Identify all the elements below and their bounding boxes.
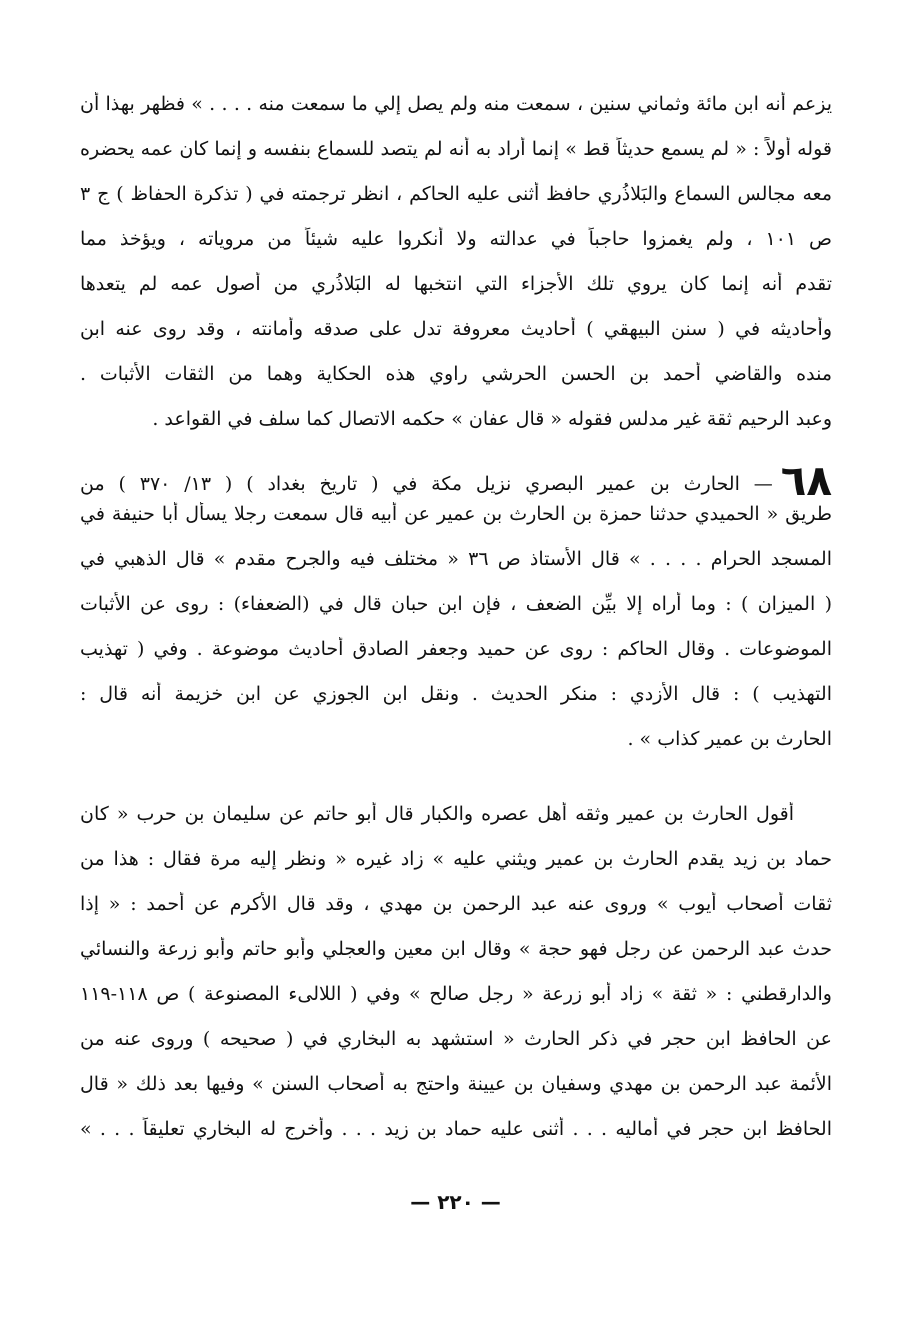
text-line: حماد بن زيد يقدم الحارث بن عمير ويثني عليه » زاد غيره « ونظر إليه مرة فقال : هذا من	[80, 848, 832, 870]
text-line: طريق « الحميدي حدثنا حمزة بن الحارث بن عمير عن أبيه قال سمعت رجلا يسأل أبا حنيفة في	[80, 503, 832, 525]
text-line: وعبد الرحيم ثقة غير مدلس فقوله « قال عفان » حكمه الاتصال كما سلف في القواعد .	[152, 408, 832, 430]
text-line: منده والقاضي أحمد بن الحسن الحرشي راوي هذه الحكاية وهما من الثقات الأثبات .	[80, 363, 832, 385]
page-body	[80, 92, 832, 1162]
text-line: المسجد الحرام . . . . » قال الأستاذ ص ٣٦ « مختلف فيه والجرح مقدم » قال الذهبي في	[80, 548, 832, 570]
entry-heading-line	[80, 452, 832, 505]
text-line: ( الميزان ) : وما أراه إلا بيِّن الضعف ، فإن ابن حبان قال في (الضعفاء) : روى عن الأثبات	[80, 593, 832, 615]
text-line: حدث عبد الرحمن عن رجل فهو حجة » وقال ابن معين والعجلي وأبو حاتم وأبو زرعة والنسائي	[80, 938, 832, 960]
text-line: ثقات أصحاب أيوب » وروى عنه عبد الرحمن بن مهدي ، وقد قال الأكرم عن أحمد : « إذا	[80, 893, 832, 915]
text-line: الأئمة عبد الرحمن بن مهدي وسفيان بن عيينة واحتج به أصحاب السنن » وفيها بعد ذلك « قال	[80, 1073, 832, 1095]
text-line: قوله أولاً : « لم يسمع حديثاً قط » إنما أراد به أنه لم يتصد للسماع بنفسه و إنما كان عمه يحضره	[80, 138, 832, 160]
paragraph-commentary	[80, 802, 832, 1162]
paragraph-continuation	[80, 92, 832, 452]
text-line: تقدم أنه إنما كان يروي تلك الأجزاء التي انتخبها له البَلاذُري من أصول عمه لم يتعدها	[80, 273, 832, 295]
text-line: معه مجالس السماع والبَلاذُري حافظ أثنى عليه الحاكم ، انظر ترجمته في ( تذكرة الحفاظ ) ج ٣	[80, 183, 832, 205]
text-line: الحافظ ابن حجر في أماليه . . . أثنى عليه حماد بن زيد . . . وأخرج له البخاري تعليقاً . . . »	[80, 1118, 832, 1140]
text-line: ص ١٠١ ، ولم يغمزوا حاجباً في عدالته ولا أنكروا عليه شيئاً من مروياته ، ويؤخذ مما	[80, 228, 832, 250]
text-line: التهذيب ) : قال الأزدي : منكر الحديث . ونقل ابن الجوزي عن ابن خزيمة أنه قال :	[80, 683, 832, 705]
entry-heading-text: — الحارث بن عمير البصري نزيل مكة في ( تاريخ بغداد ) ( ١٣/ ٣٧٠ ) من	[80, 473, 773, 495]
text-line: أقول الحارث بن عمير وثقه أهل عصره والكبار قال أبو حاتم عن سليمان بن حرب « كان	[80, 803, 794, 825]
entry-68	[80, 452, 832, 772]
page-number: — ٢٢٠ —	[410, 1190, 501, 1214]
text-line: والدارقطني : « ثقة » زاد أبو زرعة « رجل صالح » وفي ( اللالىء المصنوعة ) ص ١١٨-١١٩	[80, 983, 832, 1005]
entry-number: ٦٨	[780, 456, 832, 505]
text-line: وأحاديثه في ( سنن البيهقي ) أحاديث معروفة تدل على صدقه وأمانته ، وقد روى عنه ابن	[80, 318, 832, 340]
text-line: الموضوعات . وقال الحاكم : روى عن حميد وجعفر الصادق أحاديث موضوعة . وفي ( تهذيب	[80, 638, 832, 660]
text-line: عن الحافظ ابن حجر في ذكر الحارث « استشهد به البخاري في ( صحيحه ) وروى عنه من	[80, 1028, 832, 1050]
text-line: يزعم أنه ابن مائة وثماني سنين ، سمعت منه ولم يصل إلي ما سمعت منه . . . . » فظهر بهذا أن	[80, 93, 832, 115]
text-line: الحارث بن عمير كذاب » .	[627, 728, 832, 750]
paragraph-gap	[80, 772, 832, 802]
